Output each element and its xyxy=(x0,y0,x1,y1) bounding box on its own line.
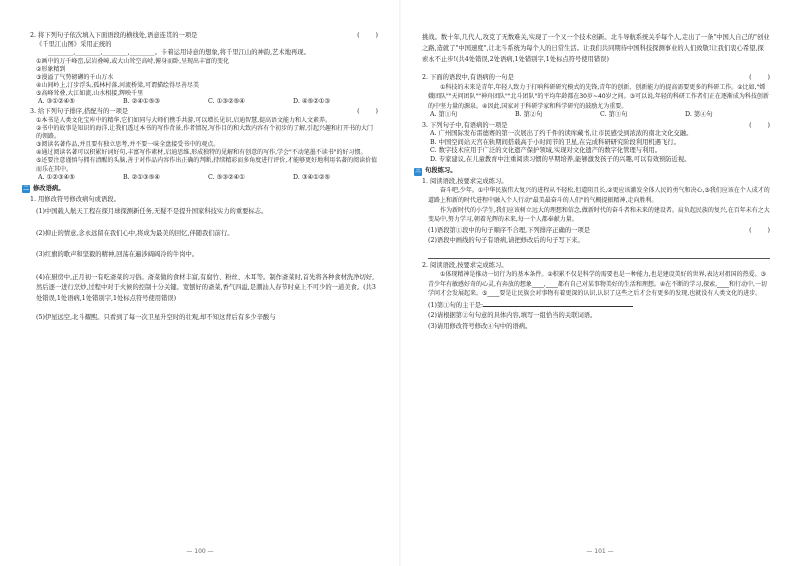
page-right xyxy=(400,0,800,566)
passage: 作为新时代的小学生,我们应该树立远大的理想和信念,做新时代的奋斗者和未来的建设者。肩负起民族的复兴,在百年未有之大变局中,努力学习,朝着光辉的未来,每一个人都奉献力量。 xyxy=(428,206,770,224)
list-item: ③阅读名著作品,并且要有独立思考,并不要一味全盘接受书中的观点。 xyxy=(36,141,220,149)
option: C. ⑤③②④① xyxy=(208,173,245,181)
option: A. 第①句 xyxy=(430,111,458,119)
list-item: ④通过阅读名著可以积累好词好句,丰富写作素材,启迪思维,形成独特的见解和有创意的写作,学会"不动笔墨不读书"的好习惯。 xyxy=(36,149,367,157)
option: C. ①③②⑤④ xyxy=(208,97,245,105)
option: B. 中国空间站天宫在轨期间搭载高于小时间节的卫星,在完成科研研究阶段利用机遇飞行。 xyxy=(430,138,680,146)
option: D. ④⑤②①③ xyxy=(293,97,331,105)
list-item: (2)抑止的情意,念永远留在我们心中,将成为最美的回忆,伴随我们前行。 xyxy=(36,229,234,237)
question-2-right xyxy=(422,74,770,120)
list-item: ②书中的故事是知识的海洋,让我们透过本书的写作背景,作者情况,写作目的和大致内容有个初步的了解,引起兴趣和打开书的大门的领路。 xyxy=(36,125,374,141)
answer-bracket: ( ) xyxy=(749,226,770,234)
passage-line: ________,________,________,________。卡着运用诗意的想象,将千里江山的神韵,艺术地再现。 xyxy=(48,49,310,56)
passage: ①科技的未来是青年,年轻人致力于打响科研研究模式的先锋,青年的创新、创新能力的提高需要更多的科研工作。②比如,"嫦娥团队""天问团队""神舟团队""北斗团队"的平均年龄都在30岁~40岁之间。③可以说,年轻的科研工作者们正在逐渐成为科技创新的中坚力量的源泉。④因此,国家对于科研学家和科学研究的鼓励尤为重要。 xyxy=(428,83,769,110)
list-item: ⑤还要注意谨慎与拥有清醒的头脑,善于对作品内容作出正确的判断,持续精彩而多角度进行评价,才能够更好地利用名著的阅读价值而乐在其中。 xyxy=(36,157,378,173)
reading-1 xyxy=(422,178,770,259)
question-stem: 2. 将下列句子依次填入下面语段的横线处,语意连贯的一项是 xyxy=(30,32,198,39)
passage-line: 《千里江山图》采用正统的 xyxy=(36,40,112,48)
option: A. ③①②④⑤ xyxy=(38,97,75,105)
list-item: ⑤高峰耸叠,大江如流,山水相接,辉映千里 xyxy=(36,89,144,97)
option: B. ②①③⑤④ xyxy=(123,173,160,181)
option: B. ②④①⑤③ xyxy=(123,97,160,105)
section-heading xyxy=(414,167,770,176)
question-stem: 2. 下面的语段中,有语病的一句是 xyxy=(422,74,514,82)
list-item: (1)中国载人航天工程在探月球探测新任务,无疑不是提升国家科技实力的重要标志。 xyxy=(36,208,268,216)
option-row xyxy=(30,174,378,183)
answer-bracket: ( ) xyxy=(749,74,770,82)
sub-question: (1)第①句的主干是: xyxy=(428,301,770,311)
list-item: (4)在厨房中,正月初一有吃斋菜的习俗。斋菜做的食材丰富,有腐竹、粉丝、木耳等。制作斋菜时,首先将各种食材洗净切好,然后逐一进行烹炒,过程中对于火候的控制十分关键。宽刨好的斋菜,香气四溢,是潮汕人春节时桌上不可少的一道美食。(共3处错误,1处语病,1处错别字,1处标点符号使用错误) xyxy=(36,273,376,303)
answer-bracket: ( ) xyxy=(357,108,378,116)
page-number: — 100 — xyxy=(186,547,214,555)
question-stem: 3. 给下列句子排序,搭配当的一项是 xyxy=(30,108,129,116)
question-3-right xyxy=(422,122,770,165)
passage: ①体现精神是推动一切行为的基本条件。②积累不仅是科学的需要也是一种能力,也是建设美好的世界,表达对祖国的热爱。③青少年有敏感好奇的心灵,有奔放的想象____,____都有自己对某事物美好的生活和理想。④在不断的学习,探索,____和行动中,一切学问才会发展起来。⑤____要是让民族会对事物有着更深的认识,认识了这些之后才会有更多的发现,也就没有人类文化的进步。 xyxy=(428,271,767,298)
passage: 奋斗吧,少年。①中华民族伟大复兴的进程从不轻松,但道阻且长,②更应该激发全体人民的勇气和决心,③我们应该在个人成才的道路上和新的时代进程中融入个人行动"最美最奋斗的人们"的气概提振精神,走向胜利。 xyxy=(428,187,770,204)
option: D. 专家建议,在儿童教育中注重阅读习惯的早期培养,能够激发孩子的兴趣,可以有效预防近视。 xyxy=(430,155,691,163)
option: A. 广州国际发布雷德赛的第一次展出了约千件的读库藏书,让市民感受到浓浓的南北文化交融。 xyxy=(430,130,693,138)
option: C. 数字技术应用于广泛的文化遗产保护领域,实现对文化遗产的数字化管理与利用。 xyxy=(430,147,661,155)
option: D. 第④句 xyxy=(685,111,713,119)
list-item: ①本书是人类文化宝库中的精华,它们如同与大师们携手共游,可以增长见识,启迪智慧,提高语文能力和人文素养。 xyxy=(36,116,332,124)
list-item: (5)伊星远空,北斗耀熙。只看到了每一次卫星升空时的壮观,却不知这背后有多少辛酸与 xyxy=(36,313,276,321)
section-heading xyxy=(22,185,378,194)
option: C. 第③句 xyxy=(600,111,628,119)
question-stem: 2. 阅读语段,按要求完成练习。 xyxy=(422,261,508,269)
option-row xyxy=(30,98,378,107)
answer-bracket: ( ) xyxy=(749,121,770,129)
list-item: ①画中的万千峰峦,层岩叠嶂,或大山耸空高峙,俯身而卧,呈现出丰富的变化 xyxy=(36,57,230,65)
sub-question: (3)请用修改符号修改④句中的语病。 xyxy=(428,322,532,330)
list-item: ②形象精到 xyxy=(36,65,66,73)
section-number-icon: 三 xyxy=(415,167,421,174)
question-stem: 1. 用修改符号修改病句或语段。 xyxy=(30,195,120,203)
question-stem: 1. 阅读语段,按要求完成练习。 xyxy=(422,177,508,185)
list-item: (3)红旗的歌声和坚毅的精神,回荡在遍涉阔阔冷的牛岗中。 xyxy=(36,251,199,259)
option: A. ①②③④⑤ xyxy=(38,173,75,181)
question-2 xyxy=(30,32,378,106)
question-3 xyxy=(30,108,378,182)
option-row xyxy=(422,111,770,120)
continued-passage: 挑战。数十年,几代人,攻克了无数难关,实现了一个又一个技术创新。北斗导航系统关乎每个人,走出了一条"中国人自己的"创业之路,造就了"中国速度",让北斗系统为每个人的日常生活。让我们共同期待中国科技探测事业的人们致敬!让我们衷心希望,探索永不止步!(共4处错误,2处语病,1处错别字,1处标点符号使用错误) xyxy=(422,34,770,64)
sub-question: (1)语段第①段中的句子顺序不合理,下列排序正确的一项是 xyxy=(428,226,591,234)
option: B. 第②句 xyxy=(515,111,543,119)
answer-bracket: ( ) xyxy=(357,32,378,39)
answer-blank[interactable] xyxy=(483,301,633,307)
section-title: 句段练习。 xyxy=(425,167,457,175)
sub-question: (2)语段中画线的句子有语病,请把修改后的句子写下来。 xyxy=(428,237,584,245)
reading-2 xyxy=(422,262,770,332)
option: D. ③④①②⑤ xyxy=(293,173,331,181)
answer-line[interactable] xyxy=(428,248,770,259)
list-item: ④山间岭上,汀步浮头,孤林村落,河流桥梁,可谓描绘得尽善尽美 xyxy=(36,81,200,89)
question-1-corrections xyxy=(30,196,378,323)
sub-question: (2)请根据第②句句意的具体内容,填写一组恰当的关联词语。 xyxy=(428,312,597,320)
section-number-icon: 二 xyxy=(23,185,29,192)
page-number: — 101 — xyxy=(586,547,614,555)
section-title: 修改语病。 xyxy=(33,185,65,193)
list-item: ③漫溢了气势磅礴的千山万水 xyxy=(36,73,114,81)
question-stem: 3. 下列句子中,有语病的一项是 xyxy=(422,121,508,129)
